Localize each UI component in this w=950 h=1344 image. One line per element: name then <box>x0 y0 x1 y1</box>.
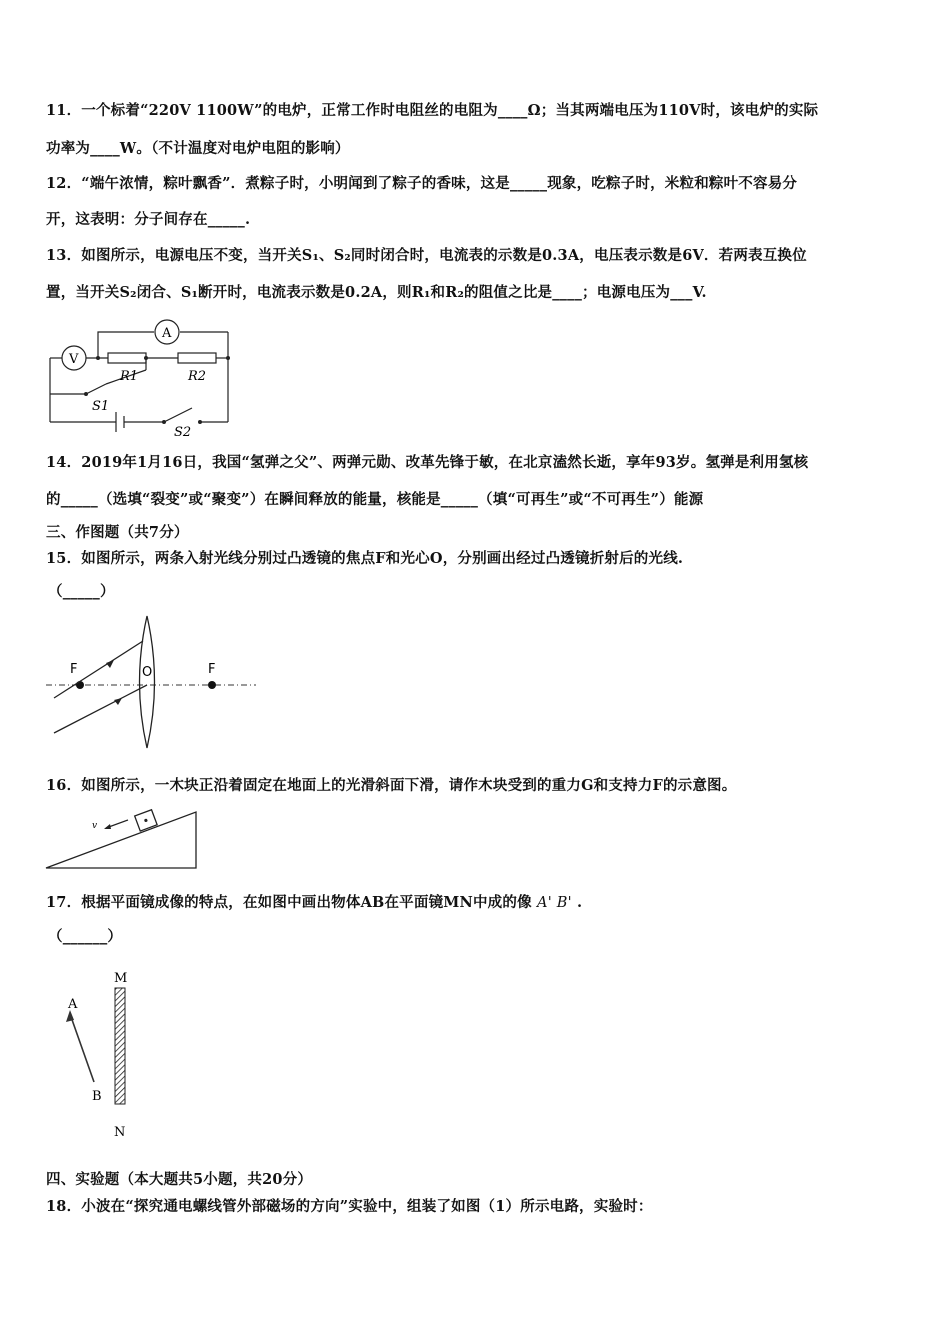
q11-line1: 11．一个标着“220V 1100W”的电炉，正常工作时电阻丝的电阻为____Ω；当其两端电压为110V时，该电炉的实际 <box>46 102 819 119</box>
section3-title: 三、作图题（共7分） <box>46 524 189 541</box>
section4-title: 四、实验题（本大题共5小题，共20分） <box>46 1171 313 1188</box>
switch-contact <box>162 420 166 424</box>
s1-label: S1 <box>92 399 110 414</box>
focus-right-label: F <box>208 662 216 677</box>
q15-line1: 15．如图所示，两条入射光线分别过凸透镜的焦点F和光心O，分别画出经过凸透镜折射后的光线. <box>46 550 684 567</box>
q13-line1: 13．如图所示，电源电压不变，当开关S₁、S₂同时闭合时，电流表的示数是0.3A，电压表示数是6V．若两表互换位 <box>46 247 807 264</box>
q17-line1 <box>46 893 582 913</box>
r2-label: R2 <box>188 369 207 384</box>
arrow-icon <box>104 824 111 829</box>
q11-line2: 功率为____W。（不计温度对电炉电阻的影响） <box>46 140 350 157</box>
q17-period: . <box>577 894 583 911</box>
mirror-m-label: M <box>114 971 128 986</box>
velocity-label: v <box>92 821 98 831</box>
q12-line2: 开，这表明：分子间存在_____. <box>46 211 251 228</box>
point-a-label: A <box>68 997 78 1012</box>
switch-contact <box>84 392 88 396</box>
r1-label: R1 <box>120 369 139 384</box>
q13-line2: 置，当开关S₂闭合、S₁断开时，电流表示数是0.2A，则R₁和R₂的阻值之比是____；电源电压为___V. <box>46 284 707 301</box>
ammeter-label: A <box>162 326 172 341</box>
focus-left-label: F <box>70 662 78 677</box>
q16-line1: 16．如图所示，一木块正沿着固定在地面上的光滑斜面下滑，请作木块受到的重力G和支持力F的示意图。 <box>46 777 737 794</box>
arrow-icon <box>106 660 114 668</box>
convex-lens-icon <box>140 616 155 748</box>
switch-contact <box>198 420 202 424</box>
mirror-diagram <box>44 964 174 1144</box>
q15-blank: （_____） <box>48 583 115 600</box>
voltmeter-label: V <box>69 352 79 367</box>
node-dot <box>144 356 148 360</box>
q14-line2: 的_____（选填“裂变”或“聚变”）在瞬间释放的能量，核能是_____（填“可再生”或“不可再生”）能源 <box>46 491 704 508</box>
focus-right-dot <box>208 681 216 689</box>
node-dot <box>96 356 100 360</box>
ray-through-focus <box>54 641 143 698</box>
q12-line1: 12．“端午浓情，粽叶飘香”．煮粽子时，小明闻到了粽子的香味，这是_____现象，吃粽子时，米粒和粽叶不容易分 <box>46 175 798 192</box>
s2-label: S2 <box>174 425 192 440</box>
q14-line1: 14．2019年1月16日，我国“氢弹之父”、两弹元勋、改革先锋于敏，在北京溘然长逝，享年93岁。氢弹是利用氢核 <box>46 454 809 471</box>
node-dot <box>226 356 230 360</box>
optical-center-label: O <box>142 665 153 680</box>
object-ab <box>70 1014 94 1082</box>
q17-image-label: A' B' <box>537 895 572 911</box>
ray-through-center <box>54 685 147 733</box>
q17-blank: （______） <box>48 928 123 945</box>
incline-plane <box>46 812 196 868</box>
plane-mirror <box>115 988 125 1104</box>
point-b-label: B <box>92 1089 102 1104</box>
circuit-diagram <box>44 318 240 440</box>
q18-line1: 18．小波在“探究通电螺线管外部磁场的方向”实验中，组装了如图（1）所示电路，实验时： <box>46 1198 653 1215</box>
q17-text: 17．根据平面镜成像的特点，在如图中画出物体AB在平面镜MN中成的像 <box>46 894 532 911</box>
incline-diagram <box>44 806 200 872</box>
lens-diagram <box>44 614 256 750</box>
mirror-n-label: N <box>114 1125 126 1140</box>
focus-left-dot <box>76 681 84 689</box>
